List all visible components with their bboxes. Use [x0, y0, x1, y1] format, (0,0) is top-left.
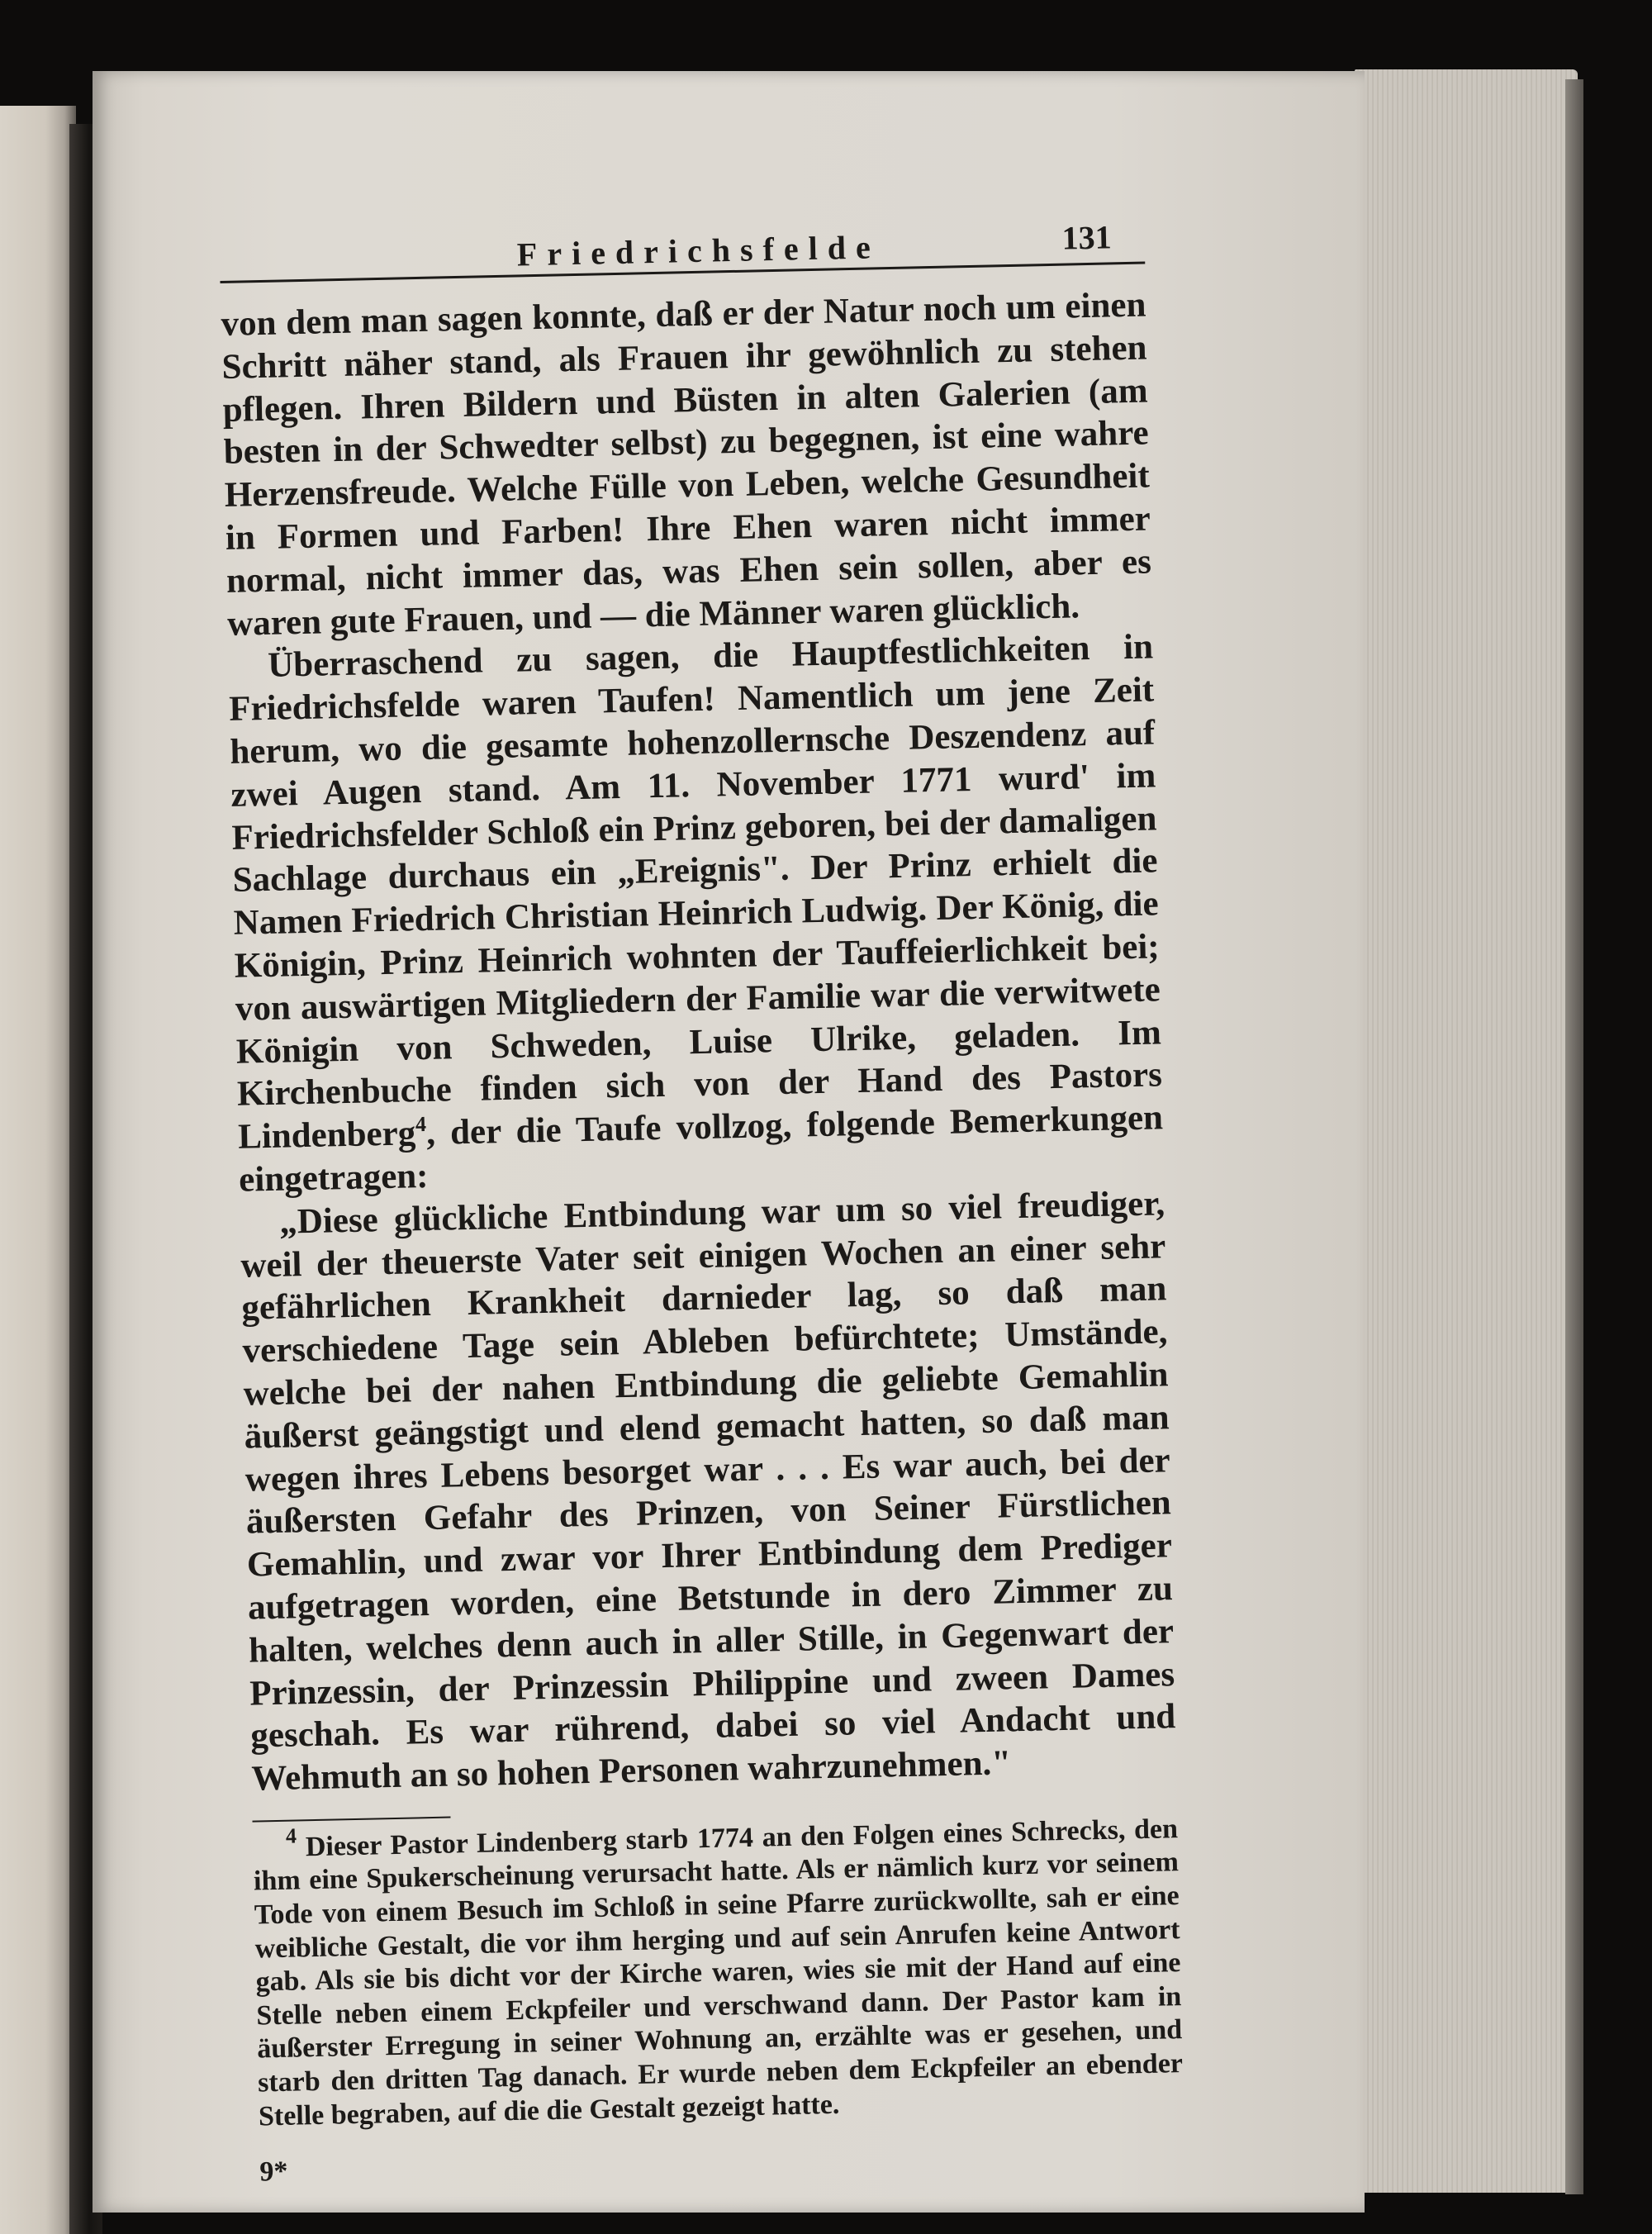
footnote — [253, 1813, 1184, 2134]
footnote-text: Dieser Pastor Lindenberg starb 1774 an den Folgen eines Schrecks, den ihm eine Spukerscheinung verursacht hatte. Als er nämlich kurz vor seinem Tode von einem Besuch im Schloß in seine Pfarre zurückwollte, sah er eine weibliche Gestalt, die vor ihm herging und auf sein Anrufen keine Antwort gab. Als sie bis dicht vor der Kirche waren, wies sie mit der Hand auf eine Stelle neben einem Eckpfeiler und verschwand dann. Der Pastor kam in äußerster Erregung in seiner Wohnung an, erzählte was er gesehen, und starb den dritten Tag danach. Er wurde neben dem Eckpfeiler an ebender Stelle begraben, auf die die Gestalt gezeigt hatte. — [253, 1813, 1184, 2132]
paragraph-2 — [228, 626, 1165, 1202]
page-content — [219, 204, 1185, 2189]
footnote-reference: 4 — [415, 1112, 427, 1137]
quotation-paragraph: „Diese glückliche Entbindung war um so viel freudiger, weil der theuerste Vater seit einigen Wochen an einer sehr gefährlichen Krankheit darnieder lag, so daß man verschiedene Tage sein Ableben befürchtete; Umstände, welche bei der nahen Entbindung die geliebte Gemahlin äußerst geängstigt und elend gemacht hatten, so daß man wegen ihres Lebens besorget war . . . Es war auch, bei der äußersten Gefahr des Prinzen, von Seiner Fürstlichen Gemahlin, und zwar vor Ihrer Entbindung dem Prediger aufgetragen worden, eine Betstunde in dero Zimmer zu halten, welches denn auch in aller Stille, in Gegenwart der Prinzessin, der Prinzessin Philippine und zween Dames geschah. Es war rührend, dabei so viel Andacht und Wehmuth an so hohen Personen wahrzunehmen." — [240, 1184, 1176, 1799]
page-number: 131 — [1061, 218, 1113, 257]
signature-mark: 9* — [259, 2156, 288, 2188]
paragraph-2-text: Überraschend zu sagen, die Hauptfestlichkeiten in Friedrichsfelde waren Taufen! Namentlich um jene Zeit herum, wo die gesamte hohenzollernsche Deszendenz auf zwei Augen stand. Am 11. November 1771 wurd' im Friedrichsfelder Schloß ein Prinz geboren, bei der damaligen Sachlage durchaus ein „Ereignis". Der Prinz erhielt die Namen Friedrich Christian Heinrich Ludwig. Der König, die Königin, Prinz Heinrich wohnten der Tauffeierlichkeit bei; von auswärtigen Mitgliedern der Familie war die verwitwete Königin von Schweden, Luise Ulrike, geladen. Im Kirchenbuche finden sich von der Hand des Pastors Lindenberg — [228, 627, 1163, 1157]
paragraph-1: von dem man sagen konnte, daß er der Natur noch um einen Schritt näher stand, als Frauen ihr gewöhnlich zu stehen pflegen. Ihren Bildern und Büsten in alten Galerien (am besten in der Schwedter selbst) zu begegnen, ist eine wahre Herzensfreude. Welche Fülle von Leben, welche Gesundheit in Formen und Farben! Ihre Ehen waren nicht immer normal, nicht immer das, was Ehen sein sollen, aber es waren gute Frauen, und — die Männer waren glücklich. — [221, 285, 1152, 644]
footnote-number: 4 — [285, 1823, 297, 1848]
footnote-rule — [253, 1816, 451, 1822]
cover-edge — [1565, 79, 1583, 2194]
running-title: Friedrichsfelde — [516, 228, 881, 273]
left-facing-page — [0, 106, 76, 2234]
page-block-edge — [1355, 69, 1578, 2193]
paragraph-2-continuation: , der die Taufe vollzog, folgende Bemerkungen eingetragen: — [238, 1098, 1164, 1200]
body-text — [221, 284, 1177, 1801]
